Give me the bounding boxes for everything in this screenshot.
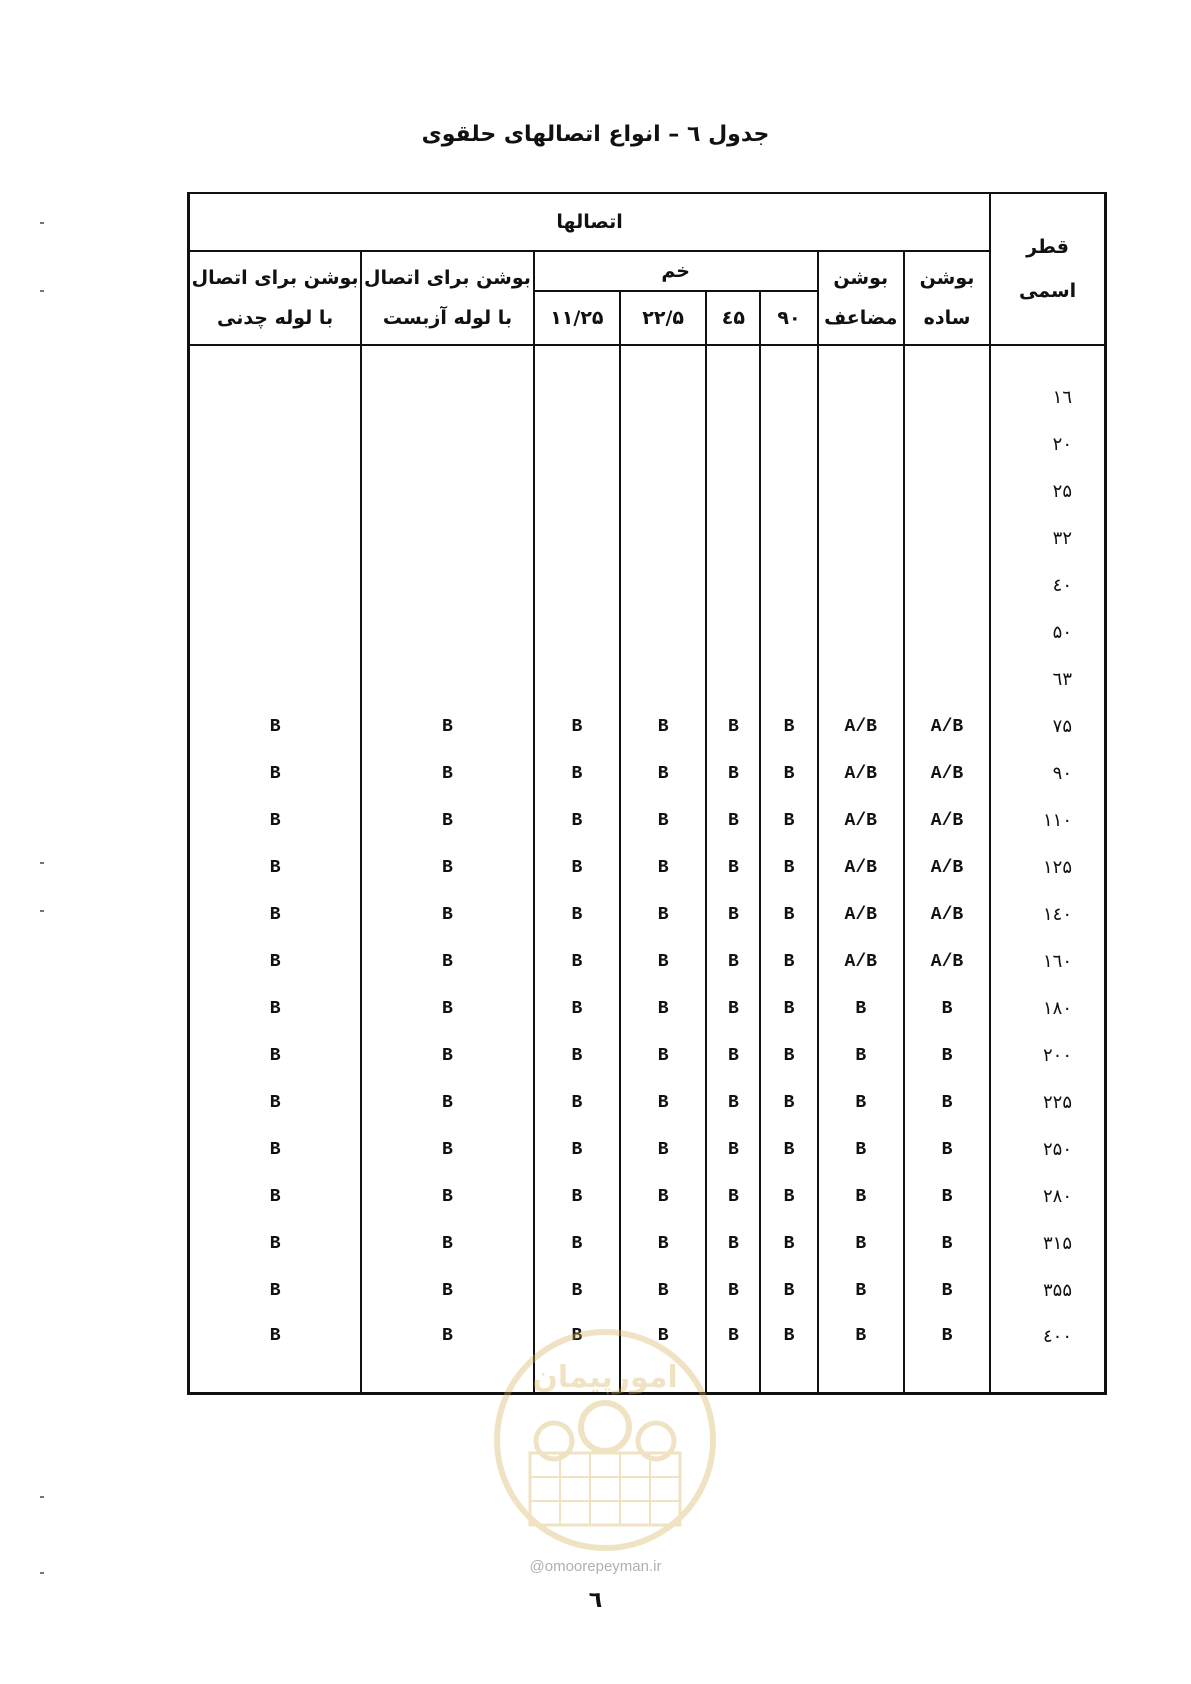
bend-22-5-cell: B bbox=[620, 1267, 706, 1314]
bend-45-cell bbox=[706, 421, 760, 468]
bend-11-25-cell bbox=[534, 609, 620, 656]
header-connections: اتصالها bbox=[189, 193, 991, 251]
bend-90-cell: B bbox=[760, 797, 817, 844]
bend-45-cell bbox=[706, 345, 760, 421]
double-coupling-cell bbox=[818, 345, 904, 421]
table-row bbox=[189, 1126, 1106, 1173]
double-coupling-cell: A/B bbox=[818, 750, 904, 797]
table-row bbox=[189, 844, 1106, 891]
asbestos-coupling-cell: B bbox=[361, 1220, 534, 1267]
size-cell: ۳۲ bbox=[990, 515, 1105, 562]
cast-iron-coupling-cell: B bbox=[189, 1079, 362, 1126]
size-cell: ۵۰ bbox=[990, 609, 1105, 656]
bend-45-cell: B bbox=[706, 891, 760, 938]
plain-coupling-cell bbox=[904, 421, 990, 468]
table-row bbox=[189, 421, 1106, 468]
plain-coupling-cell: A/B bbox=[904, 703, 990, 750]
bend-11-25-cell: B bbox=[534, 1032, 620, 1079]
bend-22-5-cell bbox=[620, 345, 706, 421]
bend-45-cell: B bbox=[706, 1173, 760, 1220]
size-cell: ٤۰ bbox=[990, 562, 1105, 609]
asbestos-coupling-cell: B bbox=[361, 1267, 534, 1314]
asbestos-coupling-cell bbox=[361, 609, 534, 656]
bend-22-5-cell: B bbox=[620, 1032, 706, 1079]
double-coupling-cell: B bbox=[818, 1220, 904, 1267]
bend-45-cell: B bbox=[706, 938, 760, 985]
size-cell: ۱۸۰ bbox=[990, 985, 1105, 1032]
table-row bbox=[189, 562, 1106, 609]
double-coupling-cell bbox=[818, 515, 904, 562]
bend-11-25-cell bbox=[534, 515, 620, 562]
plain-coupling-cell bbox=[904, 609, 990, 656]
size-cell: ۱۲۵ bbox=[990, 844, 1105, 891]
table-row bbox=[189, 891, 1106, 938]
asbestos-coupling-cell: B bbox=[361, 1173, 534, 1220]
bend-90-cell bbox=[760, 609, 817, 656]
plain-coupling-cell: B bbox=[904, 1267, 990, 1314]
double-coupling-cell: A/B bbox=[818, 797, 904, 844]
plain-coupling-cell: B bbox=[904, 1032, 990, 1079]
cast-iron-coupling-cell bbox=[189, 656, 362, 703]
bend-11-25-cell bbox=[534, 421, 620, 468]
size-cell: ۲۵ bbox=[990, 468, 1105, 515]
bend-45-cell: B bbox=[706, 844, 760, 891]
size-cell: ۳۵۵ bbox=[990, 1267, 1105, 1314]
bend-22-5-cell bbox=[620, 515, 706, 562]
asbestos-coupling-cell bbox=[361, 345, 534, 421]
fittings-table-container bbox=[187, 192, 1107, 1396]
table-row bbox=[189, 938, 1106, 985]
size-cell: ۲۰۰ bbox=[990, 1032, 1105, 1079]
header-plain-coupling: بوشن ساده bbox=[904, 251, 990, 345]
bend-45-cell: B bbox=[706, 750, 760, 797]
cast-iron-coupling-cell: B bbox=[189, 797, 362, 844]
header-bend-22-5: ۲۲/۵ bbox=[620, 291, 706, 345]
double-coupling-cell: B bbox=[818, 1173, 904, 1220]
bend-11-25-cell: B bbox=[534, 985, 620, 1032]
page-title: جدول ٦ – انواع اتصالهای حلقوی bbox=[421, 122, 770, 147]
bend-45-cell: B bbox=[706, 1267, 760, 1314]
double-coupling-cell bbox=[818, 421, 904, 468]
table-row bbox=[189, 1173, 1106, 1220]
bend-45-cell: B bbox=[706, 797, 760, 844]
bend-22-5-cell: B bbox=[620, 1314, 706, 1394]
scan-speck bbox=[40, 862, 44, 864]
bend-11-25-cell: B bbox=[534, 1079, 620, 1126]
bend-22-5-cell bbox=[620, 562, 706, 609]
cast-iron-coupling-cell: B bbox=[189, 1126, 362, 1173]
size-cell: ۳۱۵ bbox=[990, 1220, 1105, 1267]
asbestos-coupling-cell bbox=[361, 421, 534, 468]
bend-11-25-cell bbox=[534, 345, 620, 421]
plain-coupling-cell: A/B bbox=[904, 938, 990, 985]
bend-90-cell: B bbox=[760, 938, 817, 985]
plain-coupling-cell bbox=[904, 562, 990, 609]
table-row bbox=[189, 1220, 1106, 1267]
cast-iron-coupling-cell bbox=[189, 609, 362, 656]
table-row bbox=[189, 1267, 1106, 1314]
plain-coupling-cell: B bbox=[904, 1173, 990, 1220]
page-number: ٦ bbox=[588, 1588, 603, 1613]
cast-iron-coupling-cell: B bbox=[189, 1267, 362, 1314]
cast-iron-coupling-cell: B bbox=[189, 891, 362, 938]
cast-iron-coupling-cell: B bbox=[189, 1032, 362, 1079]
double-coupling-cell: A/B bbox=[818, 844, 904, 891]
bend-90-cell: B bbox=[760, 1032, 817, 1079]
asbestos-coupling-cell: B bbox=[361, 703, 534, 750]
asbestos-coupling-cell bbox=[361, 515, 534, 562]
cast-iron-coupling-cell bbox=[189, 562, 362, 609]
bend-45-cell: B bbox=[706, 703, 760, 750]
bend-45-cell bbox=[706, 656, 760, 703]
plain-coupling-cell: B bbox=[904, 1126, 990, 1173]
bend-22-5-cell: B bbox=[620, 1220, 706, 1267]
bend-90-cell: B bbox=[760, 1173, 817, 1220]
double-coupling-cell: B bbox=[818, 1032, 904, 1079]
table-row bbox=[189, 1032, 1106, 1079]
plain-coupling-cell: B bbox=[904, 985, 990, 1032]
size-cell: ۱٤۰ bbox=[990, 891, 1105, 938]
bend-90-cell: B bbox=[760, 891, 817, 938]
bend-22-5-cell bbox=[620, 656, 706, 703]
size-cell: ۱٦۰ bbox=[990, 938, 1105, 985]
asbestos-coupling-cell: B bbox=[361, 1032, 534, 1079]
bend-11-25-cell: B bbox=[534, 797, 620, 844]
cast-iron-coupling-cell bbox=[189, 515, 362, 562]
double-coupling-cell bbox=[818, 656, 904, 703]
bend-90-cell: B bbox=[760, 985, 817, 1032]
table-row bbox=[189, 515, 1106, 562]
bend-11-25-cell: B bbox=[534, 844, 620, 891]
double-coupling-cell bbox=[818, 562, 904, 609]
cast-iron-coupling-cell: B bbox=[189, 938, 362, 985]
table-row bbox=[189, 656, 1106, 703]
asbestos-coupling-cell: B bbox=[361, 750, 534, 797]
bend-11-25-cell bbox=[534, 562, 620, 609]
bend-45-cell: B bbox=[706, 1314, 760, 1394]
double-coupling-cell: B bbox=[818, 1079, 904, 1126]
cast-iron-coupling-cell: B bbox=[189, 750, 362, 797]
asbestos-coupling-cell: B bbox=[361, 938, 534, 985]
watermark-logo bbox=[490, 1325, 720, 1555]
bend-45-cell bbox=[706, 468, 760, 515]
plain-coupling-cell bbox=[904, 345, 990, 421]
plain-coupling-cell: A/B bbox=[904, 797, 990, 844]
bend-22-5-cell bbox=[620, 609, 706, 656]
header-asbestos-coupling: بوشن برای اتصال با لوله آزبست bbox=[361, 251, 534, 345]
plain-coupling-cell: A/B bbox=[904, 891, 990, 938]
double-coupling-cell: A/B bbox=[818, 703, 904, 750]
double-coupling-cell: B bbox=[818, 1267, 904, 1314]
bend-11-25-cell: B bbox=[534, 1314, 620, 1394]
asbestos-coupling-cell: B bbox=[361, 1126, 534, 1173]
bend-22-5-cell bbox=[620, 421, 706, 468]
header-cast-iron-coupling: بوشن برای اتصال با لوله چدنی bbox=[189, 251, 362, 345]
scan-speck bbox=[40, 910, 44, 912]
bend-45-cell: B bbox=[706, 1126, 760, 1173]
bend-11-25-cell: B bbox=[534, 1173, 620, 1220]
bend-22-5-cell: B bbox=[620, 797, 706, 844]
bend-45-cell: B bbox=[706, 1220, 760, 1267]
table-row bbox=[189, 985, 1106, 1032]
bend-22-5-cell: B bbox=[620, 938, 706, 985]
table-row bbox=[189, 797, 1106, 844]
table-row bbox=[189, 1079, 1106, 1126]
bend-11-25-cell bbox=[534, 656, 620, 703]
bend-45-cell bbox=[706, 515, 760, 562]
cast-iron-coupling-cell bbox=[189, 468, 362, 515]
plain-coupling-cell bbox=[904, 515, 990, 562]
double-coupling-cell: A/B bbox=[818, 938, 904, 985]
bend-45-cell: B bbox=[706, 1032, 760, 1079]
size-cell: ٦۳ bbox=[990, 656, 1105, 703]
table-row bbox=[189, 468, 1106, 515]
size-cell: ۱۱۰ bbox=[990, 797, 1105, 844]
bend-45-cell: B bbox=[706, 985, 760, 1032]
plain-coupling-cell bbox=[904, 468, 990, 515]
bend-11-25-cell: B bbox=[534, 938, 620, 985]
bend-22-5-cell: B bbox=[620, 1079, 706, 1126]
plain-coupling-cell: A/B bbox=[904, 844, 990, 891]
bend-45-cell bbox=[706, 609, 760, 656]
bend-22-5-cell: B bbox=[620, 750, 706, 797]
plain-coupling-cell bbox=[904, 656, 990, 703]
header-bend-90: ۹۰ bbox=[760, 291, 817, 345]
double-coupling-cell: A/B bbox=[818, 891, 904, 938]
cast-iron-coupling-cell: B bbox=[189, 985, 362, 1032]
asbestos-coupling-cell bbox=[361, 656, 534, 703]
bend-90-cell: B bbox=[760, 1267, 817, 1314]
bend-11-25-cell: B bbox=[534, 750, 620, 797]
bend-22-5-cell: B bbox=[620, 891, 706, 938]
bend-22-5-cell bbox=[620, 468, 706, 515]
bend-11-25-cell: B bbox=[534, 1267, 620, 1314]
bend-90-cell: B bbox=[760, 1126, 817, 1173]
bend-11-25-cell bbox=[534, 468, 620, 515]
size-cell: ۲۰ bbox=[990, 421, 1105, 468]
bend-11-25-cell: B bbox=[534, 1126, 620, 1173]
table-row bbox=[189, 703, 1106, 750]
fittings-table bbox=[187, 192, 1107, 1395]
header-bend: خم bbox=[534, 251, 818, 291]
size-cell: ۹۰ bbox=[990, 750, 1105, 797]
asbestos-coupling-cell: B bbox=[361, 844, 534, 891]
cast-iron-coupling-cell: B bbox=[189, 1220, 362, 1267]
bend-90-cell: B bbox=[760, 1314, 817, 1394]
bend-90-cell bbox=[760, 656, 817, 703]
bend-45-cell bbox=[706, 562, 760, 609]
bend-11-25-cell: B bbox=[534, 891, 620, 938]
bend-90-cell: B bbox=[760, 750, 817, 797]
cast-iron-coupling-cell bbox=[189, 421, 362, 468]
bend-22-5-cell: B bbox=[620, 985, 706, 1032]
size-cell: ۱٦ bbox=[990, 345, 1105, 421]
asbestos-coupling-cell: B bbox=[361, 891, 534, 938]
table-row bbox=[189, 750, 1106, 797]
cast-iron-coupling-cell bbox=[189, 345, 362, 421]
cast-iron-coupling-cell: B bbox=[189, 1314, 362, 1394]
bend-22-5-cell: B bbox=[620, 1126, 706, 1173]
scan-speck bbox=[40, 1572, 44, 1574]
watermark-logo-text: امورپیمان bbox=[532, 1360, 678, 1395]
cast-iron-coupling-cell: B bbox=[189, 844, 362, 891]
scan-speck bbox=[40, 1496, 44, 1498]
table-row bbox=[189, 609, 1106, 656]
bend-45-cell: B bbox=[706, 1079, 760, 1126]
bend-90-cell bbox=[760, 421, 817, 468]
header-bend-11-25: ۱۱/۲۵ bbox=[534, 291, 620, 345]
asbestos-coupling-cell: B bbox=[361, 797, 534, 844]
size-cell: ۲۲۵ bbox=[990, 1079, 1105, 1126]
scan-speck bbox=[40, 222, 44, 224]
asbestos-coupling-cell bbox=[361, 562, 534, 609]
double-coupling-cell: B bbox=[818, 985, 904, 1032]
bend-11-25-cell: B bbox=[534, 1220, 620, 1267]
asbestos-coupling-cell: B bbox=[361, 1079, 534, 1126]
bend-11-25-cell: B bbox=[534, 703, 620, 750]
header-bend-45: ٤۵ bbox=[706, 291, 760, 345]
bend-22-5-cell: B bbox=[620, 844, 706, 891]
double-coupling-cell bbox=[818, 468, 904, 515]
plain-coupling-cell: B bbox=[904, 1079, 990, 1126]
size-cell: ۷۵ bbox=[990, 703, 1105, 750]
size-cell: ۲۵۰ bbox=[990, 1126, 1105, 1173]
cast-iron-coupling-cell: B bbox=[189, 703, 362, 750]
bend-90-cell: B bbox=[760, 1220, 817, 1267]
size-cell: ۲۸۰ bbox=[990, 1173, 1105, 1220]
bend-90-cell bbox=[760, 515, 817, 562]
bend-90-cell: B bbox=[760, 703, 817, 750]
bend-90-cell bbox=[760, 345, 817, 421]
bend-90-cell: B bbox=[760, 1079, 817, 1126]
plain-coupling-cell: B bbox=[904, 1314, 990, 1394]
asbestos-coupling-cell: B bbox=[361, 1314, 534, 1394]
plain-coupling-cell: A/B bbox=[904, 750, 990, 797]
double-coupling-cell: B bbox=[818, 1314, 904, 1394]
table-body bbox=[189, 345, 1106, 1394]
header-double-coupling: بوشن مضاعف bbox=[818, 251, 904, 345]
bend-22-5-cell: B bbox=[620, 1173, 706, 1220]
asbestos-coupling-cell: B bbox=[361, 985, 534, 1032]
size-cell: ٤۰۰ bbox=[990, 1314, 1105, 1394]
scan-speck bbox=[40, 290, 44, 292]
plain-coupling-cell: B bbox=[904, 1220, 990, 1267]
header-nominal-diameter: قطر اسمی bbox=[990, 193, 1105, 345]
bend-90-cell bbox=[760, 562, 817, 609]
table-row bbox=[189, 345, 1106, 421]
cast-iron-coupling-cell: B bbox=[189, 1173, 362, 1220]
double-coupling-cell bbox=[818, 609, 904, 656]
bend-90-cell bbox=[760, 468, 817, 515]
watermark-site-text: @omoorepeyman.ir bbox=[529, 1558, 662, 1575]
bend-90-cell: B bbox=[760, 844, 817, 891]
double-coupling-cell: B bbox=[818, 1126, 904, 1173]
bend-22-5-cell: B bbox=[620, 703, 706, 750]
asbestos-coupling-cell bbox=[361, 468, 534, 515]
